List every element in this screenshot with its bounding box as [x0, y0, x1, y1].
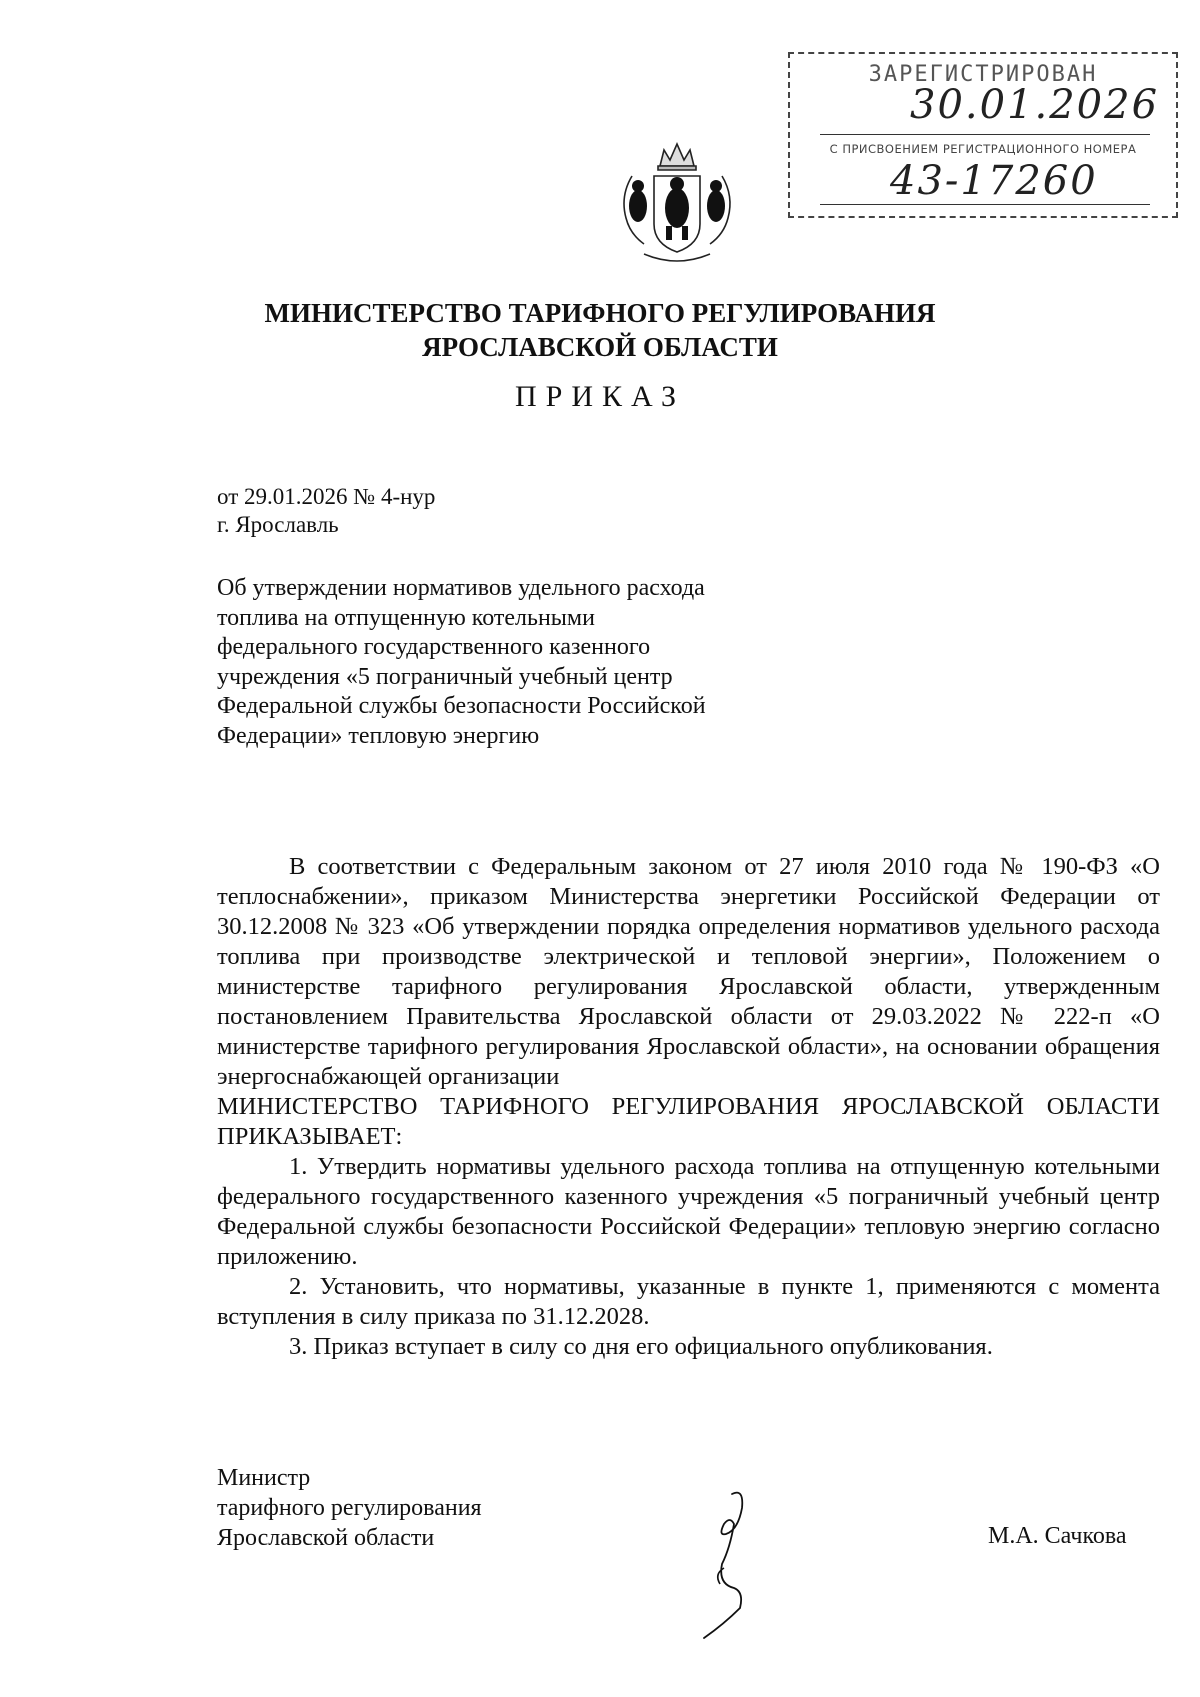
document-meta	[217, 483, 435, 539]
stamp-title: ЗАРЕГИСТРИРОВАН	[868, 62, 1098, 87]
document-body	[217, 852, 1160, 1362]
signer-position	[217, 1463, 482, 1553]
decree-paragraph: МИНИСТЕРСТВО ТАРИФНОГО РЕГУЛИРОВАНИЯ ЯРОСЛАВСКОЙ ОБЛАСТИ ПРИКАЗЫВАЕТ:	[217, 1093, 1160, 1150]
stamp-number: 43-17260	[890, 158, 1098, 204]
signer-position-line2: тарифного регулирования	[217, 1495, 482, 1521]
signer-position-line3: Ярославской области	[217, 1525, 435, 1551]
order-item-2: 2. Установить, что нормативы, указанные в пункте 1, применяются с момента вступления в силу приказа по 31.12.2028.	[217, 1273, 1160, 1330]
ministry-name	[0, 296, 1200, 364]
handwritten-signature	[700, 1488, 790, 1640]
signer-position-line1: Министр	[217, 1465, 311, 1491]
ministry-name-line1: МИНИСТЕРСТВО ТАРИФНОГО РЕГУЛИРОВАНИЯ	[264, 298, 936, 328]
stamp-subtitle: С ПРИСВОЕНИЕМ РЕГИСТРАЦИОННОГО НОМЕРА	[829, 142, 1137, 156]
stamp-number-line	[820, 204, 1150, 205]
city: г. Ярославль	[217, 512, 339, 537]
yaroslavl-coat-of-arms-icon	[614, 136, 740, 268]
document-subject: Об утверждении нормативов удельного расхода топлива на отпущенную котельными федерального государственного казенного учреждения «5 пограничный учебный центр Федеральной службы безопасности Российской Федерации» тепловую энергию	[217, 575, 706, 749]
stamp-date-line	[820, 134, 1150, 135]
order-item-1: 1. Утвердить нормативы удельного расхода топлива на отпущенную котельными федерального государственного казенного учреждения «5 пограничный учебный центр Федеральной службы безопасности Российской Федерации» тепловую энергию согласно приложению.	[217, 1153, 1160, 1270]
date-number: от 29.01.2026 № 4-нур	[217, 484, 436, 509]
document-type: ПРИКАЗ	[515, 380, 685, 413]
stamp-date: 30.01.2026	[910, 82, 1160, 128]
registration-stamp	[788, 52, 1178, 218]
signer-name: М.А. Сачкова	[988, 1523, 1127, 1549]
ministry-name-line2: ЯРОСЛАВСКОЙ ОБЛАСТИ	[422, 332, 778, 362]
order-item-3: 3. Приказ вступает в силу со дня его официального опубликования.	[289, 1333, 993, 1360]
preamble-paragraph: В соответствии с Федеральным законом от 27 июля 2010 года № 190-ФЗ «О теплоснабжении», приказом Министерства энергетики Российской Федерации от 30.12.2008 № 323 «Об утверждении порядка определения нормативов удельного расхода топлива при производстве электрической и тепловой энергии», Положением о министерстве тарифного регулирования Ярославской области, утвержденным постановлением Правительства Ярославской области от 29.03.2022 № 222-п «О министерстве тарифного регулирования Ярославской области», на основании обращения энергоснабжающей организации	[217, 853, 1160, 1090]
